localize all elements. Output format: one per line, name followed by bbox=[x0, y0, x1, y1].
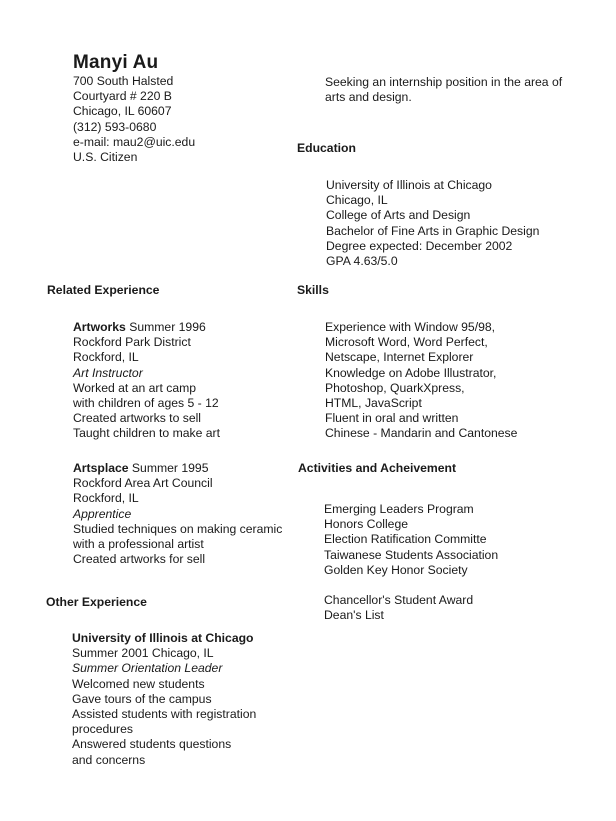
objective-line: Seeking an internship position in the area of bbox=[325, 75, 563, 89]
skill-line: Netscape, Internet Explorer bbox=[325, 350, 474, 365]
job-place: Rockford, IL bbox=[73, 491, 139, 506]
job-detail: Studied techniques on making ceramic bbox=[73, 521, 283, 536]
skill-line: Knowledge on Adobe Illustrator, bbox=[325, 365, 497, 380]
award-item: Chancellor's Student Award bbox=[324, 593, 474, 607]
job-uic bbox=[72, 631, 256, 768]
skill-line: Microsoft Word, Word Perfect, bbox=[325, 335, 488, 350]
activities-heading: Activities and Acheivement bbox=[298, 461, 457, 475]
skill-line: Experience with Window 95/98, bbox=[325, 320, 496, 334]
job-detail: Worked at an art camp bbox=[73, 380, 197, 395]
job-detail: Created artworks for sell bbox=[73, 552, 206, 567]
other-experience-heading: Other Experience bbox=[46, 595, 147, 609]
activity-item: Golden Key Honor Society bbox=[324, 562, 468, 577]
contact-address-city: Chicago, IL 60607 bbox=[73, 104, 172, 119]
job-detail: Welcomed new students bbox=[72, 676, 205, 691]
education-degree: Bachelor of Fine Arts in Graphic Design bbox=[326, 223, 540, 238]
job-detail: procedures bbox=[72, 722, 133, 737]
job-header bbox=[73, 461, 282, 476]
education-gpa: GPA 4.63/5.0 bbox=[326, 254, 398, 269]
job-place: Rockford Area Art Council bbox=[73, 476, 213, 491]
related-experience-heading: Related Experience bbox=[47, 283, 160, 297]
skill-line: Chinese - Mandarin and Cantonese bbox=[325, 426, 518, 441]
job-org: University of Illinois at Chicago bbox=[72, 631, 254, 645]
job-detail: Assisted students with registration bbox=[72, 707, 257, 722]
contact-citizenship: U.S. Citizen bbox=[73, 150, 138, 165]
job-artsplace bbox=[73, 461, 282, 567]
skill-line: HTML, JavaScript bbox=[325, 396, 422, 411]
job-detail: with children of ages 5 - 12 bbox=[73, 396, 219, 411]
job-header bbox=[73, 320, 220, 335]
objective-block bbox=[325, 75, 562, 105]
job-artworks bbox=[73, 320, 220, 442]
job-title: Art Instructor bbox=[73, 365, 143, 380]
activities-group-2 bbox=[324, 593, 473, 623]
job-date: Summer 1995 bbox=[128, 461, 209, 475]
objective-line: arts and design. bbox=[325, 90, 412, 105]
job-place: Rockford Park District bbox=[73, 335, 191, 350]
activity-item: Honors College bbox=[324, 517, 409, 532]
activity-item: Election Ratification Committe bbox=[324, 532, 487, 547]
job-detail: Answered students questions bbox=[72, 737, 232, 752]
contact-address-street: 700 South Halsted bbox=[73, 74, 174, 88]
education-college: College of Arts and Design bbox=[326, 208, 471, 223]
job-title: Apprentice bbox=[73, 506, 132, 521]
skills-block bbox=[325, 320, 517, 442]
contact-address-unit: Courtyard # 220 B bbox=[73, 89, 172, 104]
job-detail: and concerns bbox=[72, 752, 146, 767]
job-org: Artworks bbox=[73, 320, 126, 334]
job-detail: Gave tours of the campus bbox=[72, 691, 212, 706]
contact-email: e-mail: mau2@uic.edu bbox=[73, 134, 196, 149]
job-date: Summer 2001 Chicago, IL bbox=[72, 646, 214, 661]
job-place: Rockford, IL bbox=[73, 350, 139, 365]
job-title: Summer Orientation Leader bbox=[72, 661, 223, 676]
skills-heading: Skills bbox=[297, 283, 329, 297]
award-item: Dean's List bbox=[324, 608, 384, 623]
education-expected: Degree expected: December 2002 bbox=[326, 238, 513, 253]
job-detail: with a professional artist bbox=[73, 537, 204, 552]
contact-block bbox=[73, 74, 195, 165]
job-org: Artsplace bbox=[73, 461, 129, 475]
skill-line: Fluent in oral and written bbox=[325, 411, 459, 426]
skill-line: Photoshop, QuarkXpress, bbox=[325, 380, 465, 395]
activity-item: Emerging Leaders Program bbox=[324, 502, 474, 516]
job-detail: Created artworks to sell bbox=[73, 411, 202, 426]
education-heading: Education bbox=[297, 141, 356, 155]
activities-group-1 bbox=[324, 502, 498, 578]
activity-item: Taiwanese Students Association bbox=[324, 547, 499, 562]
education-school: University of Illinois at Chicago bbox=[326, 178, 492, 192]
contact-phone: (312) 593-0680 bbox=[73, 119, 157, 134]
education-location: Chicago, IL bbox=[326, 193, 388, 208]
job-detail: Taught children to make art bbox=[73, 426, 221, 441]
job-date: Summer 1996 bbox=[125, 320, 206, 334]
resume-name: Manyi Au bbox=[73, 52, 159, 73]
education-block bbox=[326, 178, 539, 269]
